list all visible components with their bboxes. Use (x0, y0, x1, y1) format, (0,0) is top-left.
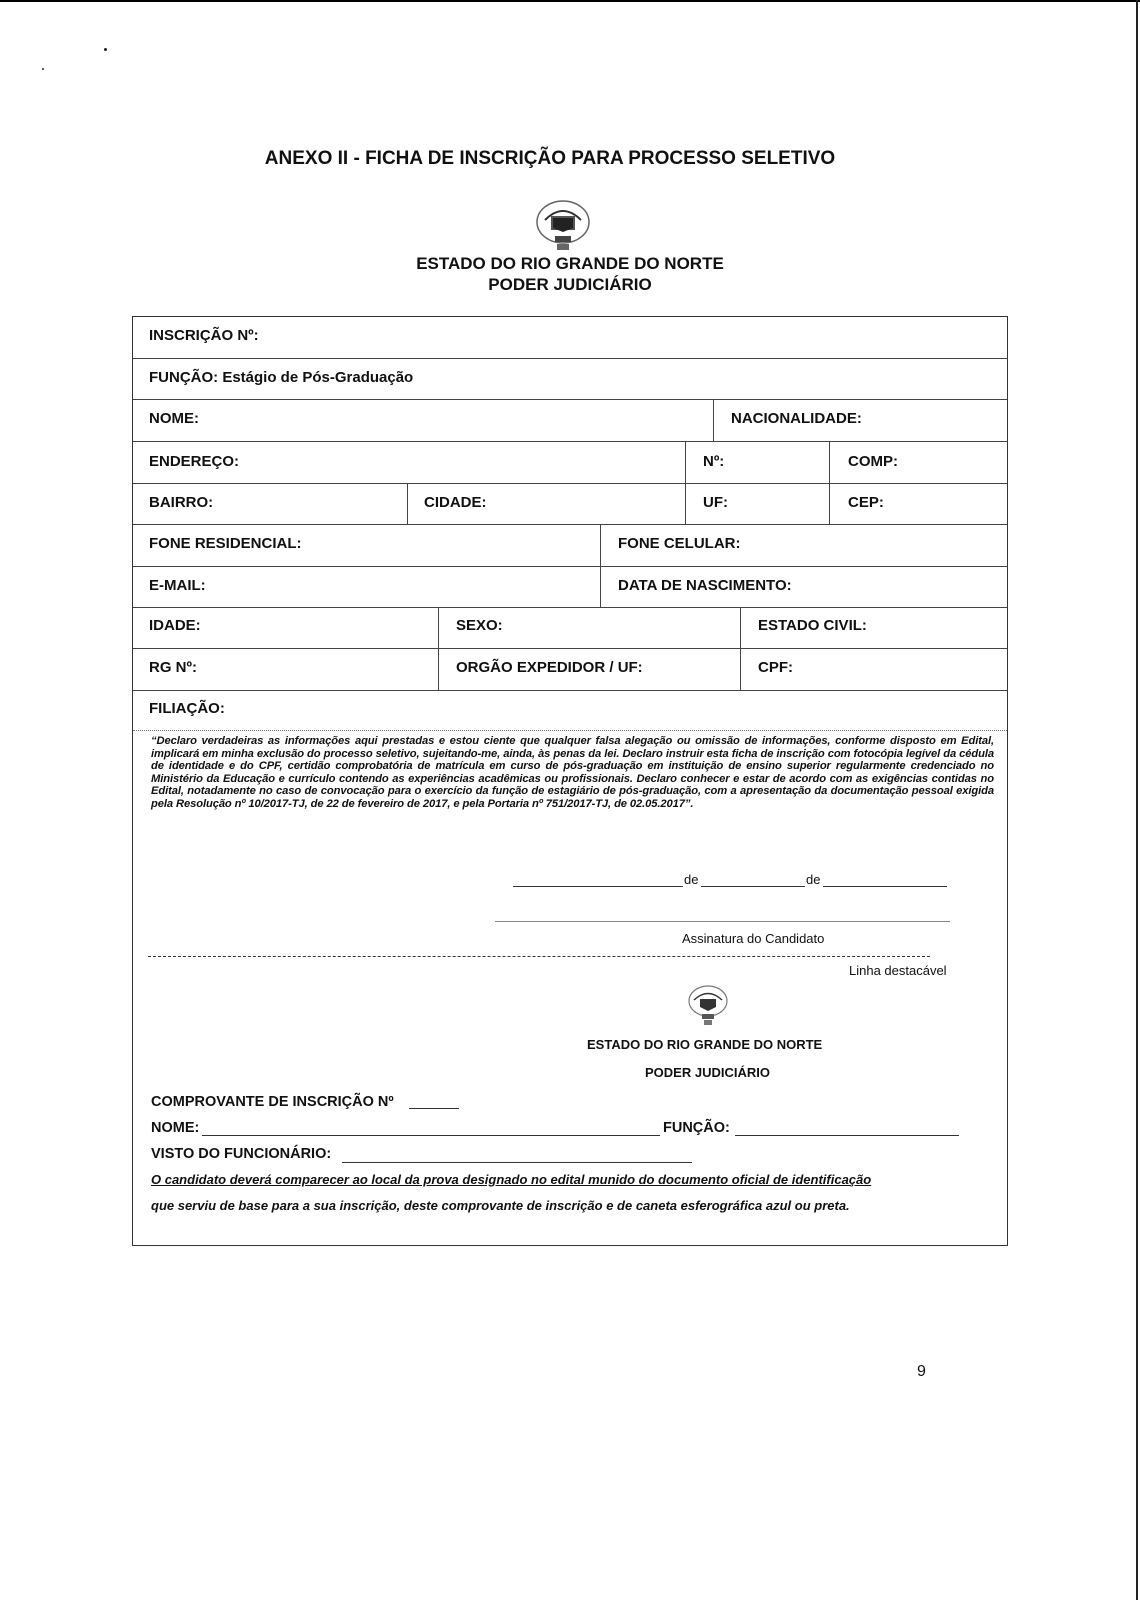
divider (740, 608, 741, 648)
email-label: E-MAIL: (149, 577, 206, 594)
cpf-label: CPF: (758, 659, 793, 676)
date-de-2: de (806, 872, 821, 887)
cep-label: CEP: (848, 494, 884, 511)
divider (685, 484, 686, 524)
divider (829, 484, 830, 524)
form-row-funcao (133, 359, 1007, 400)
divider (600, 567, 601, 607)
fone-residencial-label: FONE RESIDENCIAL: (149, 535, 302, 552)
data-nascimento-label: DATA DE NASCIMENTO: (618, 577, 792, 594)
comp-label: COMP: (848, 453, 898, 470)
receipt-note-line2: que serviu de base para a sua inscrição, deste comprovante de inscrição e de caneta esferográfica azul ou preta. (151, 1198, 850, 1213)
estado-civil-label: ESTADO CIVIL: (758, 617, 867, 634)
page-title: ANEXO II - FICHA DE INSCRIÇÃO PARA PROCESSO SELETIVO (264, 148, 836, 169)
receipt-funcao-line[interactable] (735, 1135, 959, 1136)
funcao-label: FUNÇÃO: Estágio de Pós-Graduação (149, 369, 414, 386)
detach-dashed-line (148, 956, 930, 957)
coat-of-arms-emblem (533, 198, 593, 254)
receipt-funcao-label: FUNÇÃO: (663, 1120, 730, 1136)
scan-right-border (1136, 0, 1138, 1600)
divider (740, 649, 741, 690)
receipt-nome-label: NOME: (151, 1120, 200, 1136)
divider (713, 400, 714, 441)
detach-label: Linha destacável (849, 963, 947, 978)
receipt-header-judiciary: PODER JUDICIÁRIO (645, 1065, 770, 1080)
rg-label: RG Nº: (149, 659, 197, 676)
header-state-name: ESTADO DO RIO GRANDE DO NORTE (416, 254, 724, 273)
inscricao-label: INSCRIÇÃO Nº: (149, 327, 259, 344)
uf-label: UF: (703, 494, 728, 511)
divider (685, 442, 686, 483)
receipt-visto-line[interactable] (342, 1162, 692, 1163)
receipt-visto-label: VISTO DO FUNCIONÁRIO: (151, 1146, 332, 1162)
form-row-idade (133, 608, 1007, 649)
receipt-emblem (686, 983, 730, 1027)
form-row-email (133, 567, 1007, 608)
divider (133, 730, 1007, 731)
receipt-header-state: ESTADO DO RIO GRANDE DO NORTE (587, 1037, 823, 1052)
form-row-nome (133, 400, 1007, 442)
declaration-text: “Declaro verdadeiras as informações aqui prestadas e estou ciente que qualquer falsa alegação ou omissão de informações, conforme disposto em Edital, implicará em minha exclusão do processo seletivo, sujeitando-me, ainda, às penas da lei. Declaro instruir esta ficha de inscrição com fotocópia legível da cédula de identidade e do CPF, certidão comprobatória de matrícula em curso de pós-graduação em instituição de ensino superior regularmente credenciado no Ministério da Educação e currículo contendo as experiências acadêmicas ou profissionais. Declaro conhecer e estar de acordo com as exigências contidas no Edital, notadamente no caso de convocação para o exercício da função de estagiário de pós-graduação, com a apresentação da documentação pessoal exigida pela Resolução nº 10/2017-TJ, de 22 de fevereiro de 2017, e pela Portaria nº 751/2017-TJ, de 02.05.2017”. (151, 735, 994, 810)
idade-label: IDADE: (149, 617, 201, 634)
divider (829, 442, 830, 483)
form-row-fones (133, 525, 1007, 567)
scan-speck (104, 48, 107, 51)
header-judiciary: PODER JUDICIÁRIO (488, 275, 652, 294)
divider (438, 608, 439, 648)
date-month-line[interactable] (701, 886, 805, 887)
nacionalidade-label: NACIONALIDADE: (731, 410, 862, 427)
form-row-bairro (133, 484, 1007, 525)
signature-line[interactable] (495, 921, 950, 922)
date-de-1: de (684, 872, 699, 887)
form-row-endereco (133, 442, 1007, 484)
date-year-line[interactable] (823, 886, 947, 887)
endereco-label: ENDEREÇO: (149, 453, 240, 470)
divider (407, 484, 408, 524)
form-row-rg (133, 649, 1007, 691)
sexo-label: SEXO: (456, 617, 503, 634)
date-day-line[interactable] (513, 886, 683, 887)
numero-label: Nº: (703, 453, 725, 470)
receipt-comprovante-label: COMPROVANTE DE INSCRIÇÃO Nº (151, 1094, 394, 1110)
filiacao-label: FILIAÇÃO: (149, 700, 225, 717)
page-number: 9 (917, 1363, 926, 1380)
divider (438, 649, 439, 690)
form-row-inscricao (133, 317, 1007, 359)
receipt-note-line1: O candidato deverá comparecer ao local da prova designado no edital munido do documento oficial de identificação (151, 1172, 872, 1187)
scan-top-border (0, 0, 1140, 2)
fone-celular-label: FONE CELULAR: (618, 535, 741, 552)
divider (600, 525, 601, 566)
cidade-label: CIDADE: (424, 494, 487, 511)
receipt-nome-line[interactable] (202, 1135, 660, 1136)
orgao-expedidor-label: ORGÃO EXPEDIDOR / UF: (456, 659, 643, 676)
bairro-label: BAIRRO: (149, 494, 214, 511)
nome-label: NOME: (149, 410, 199, 427)
receipt-comprovante-line[interactable] (409, 1108, 459, 1109)
signature-label: Assinatura do Candidato (682, 931, 825, 946)
scan-speck (42, 68, 44, 70)
